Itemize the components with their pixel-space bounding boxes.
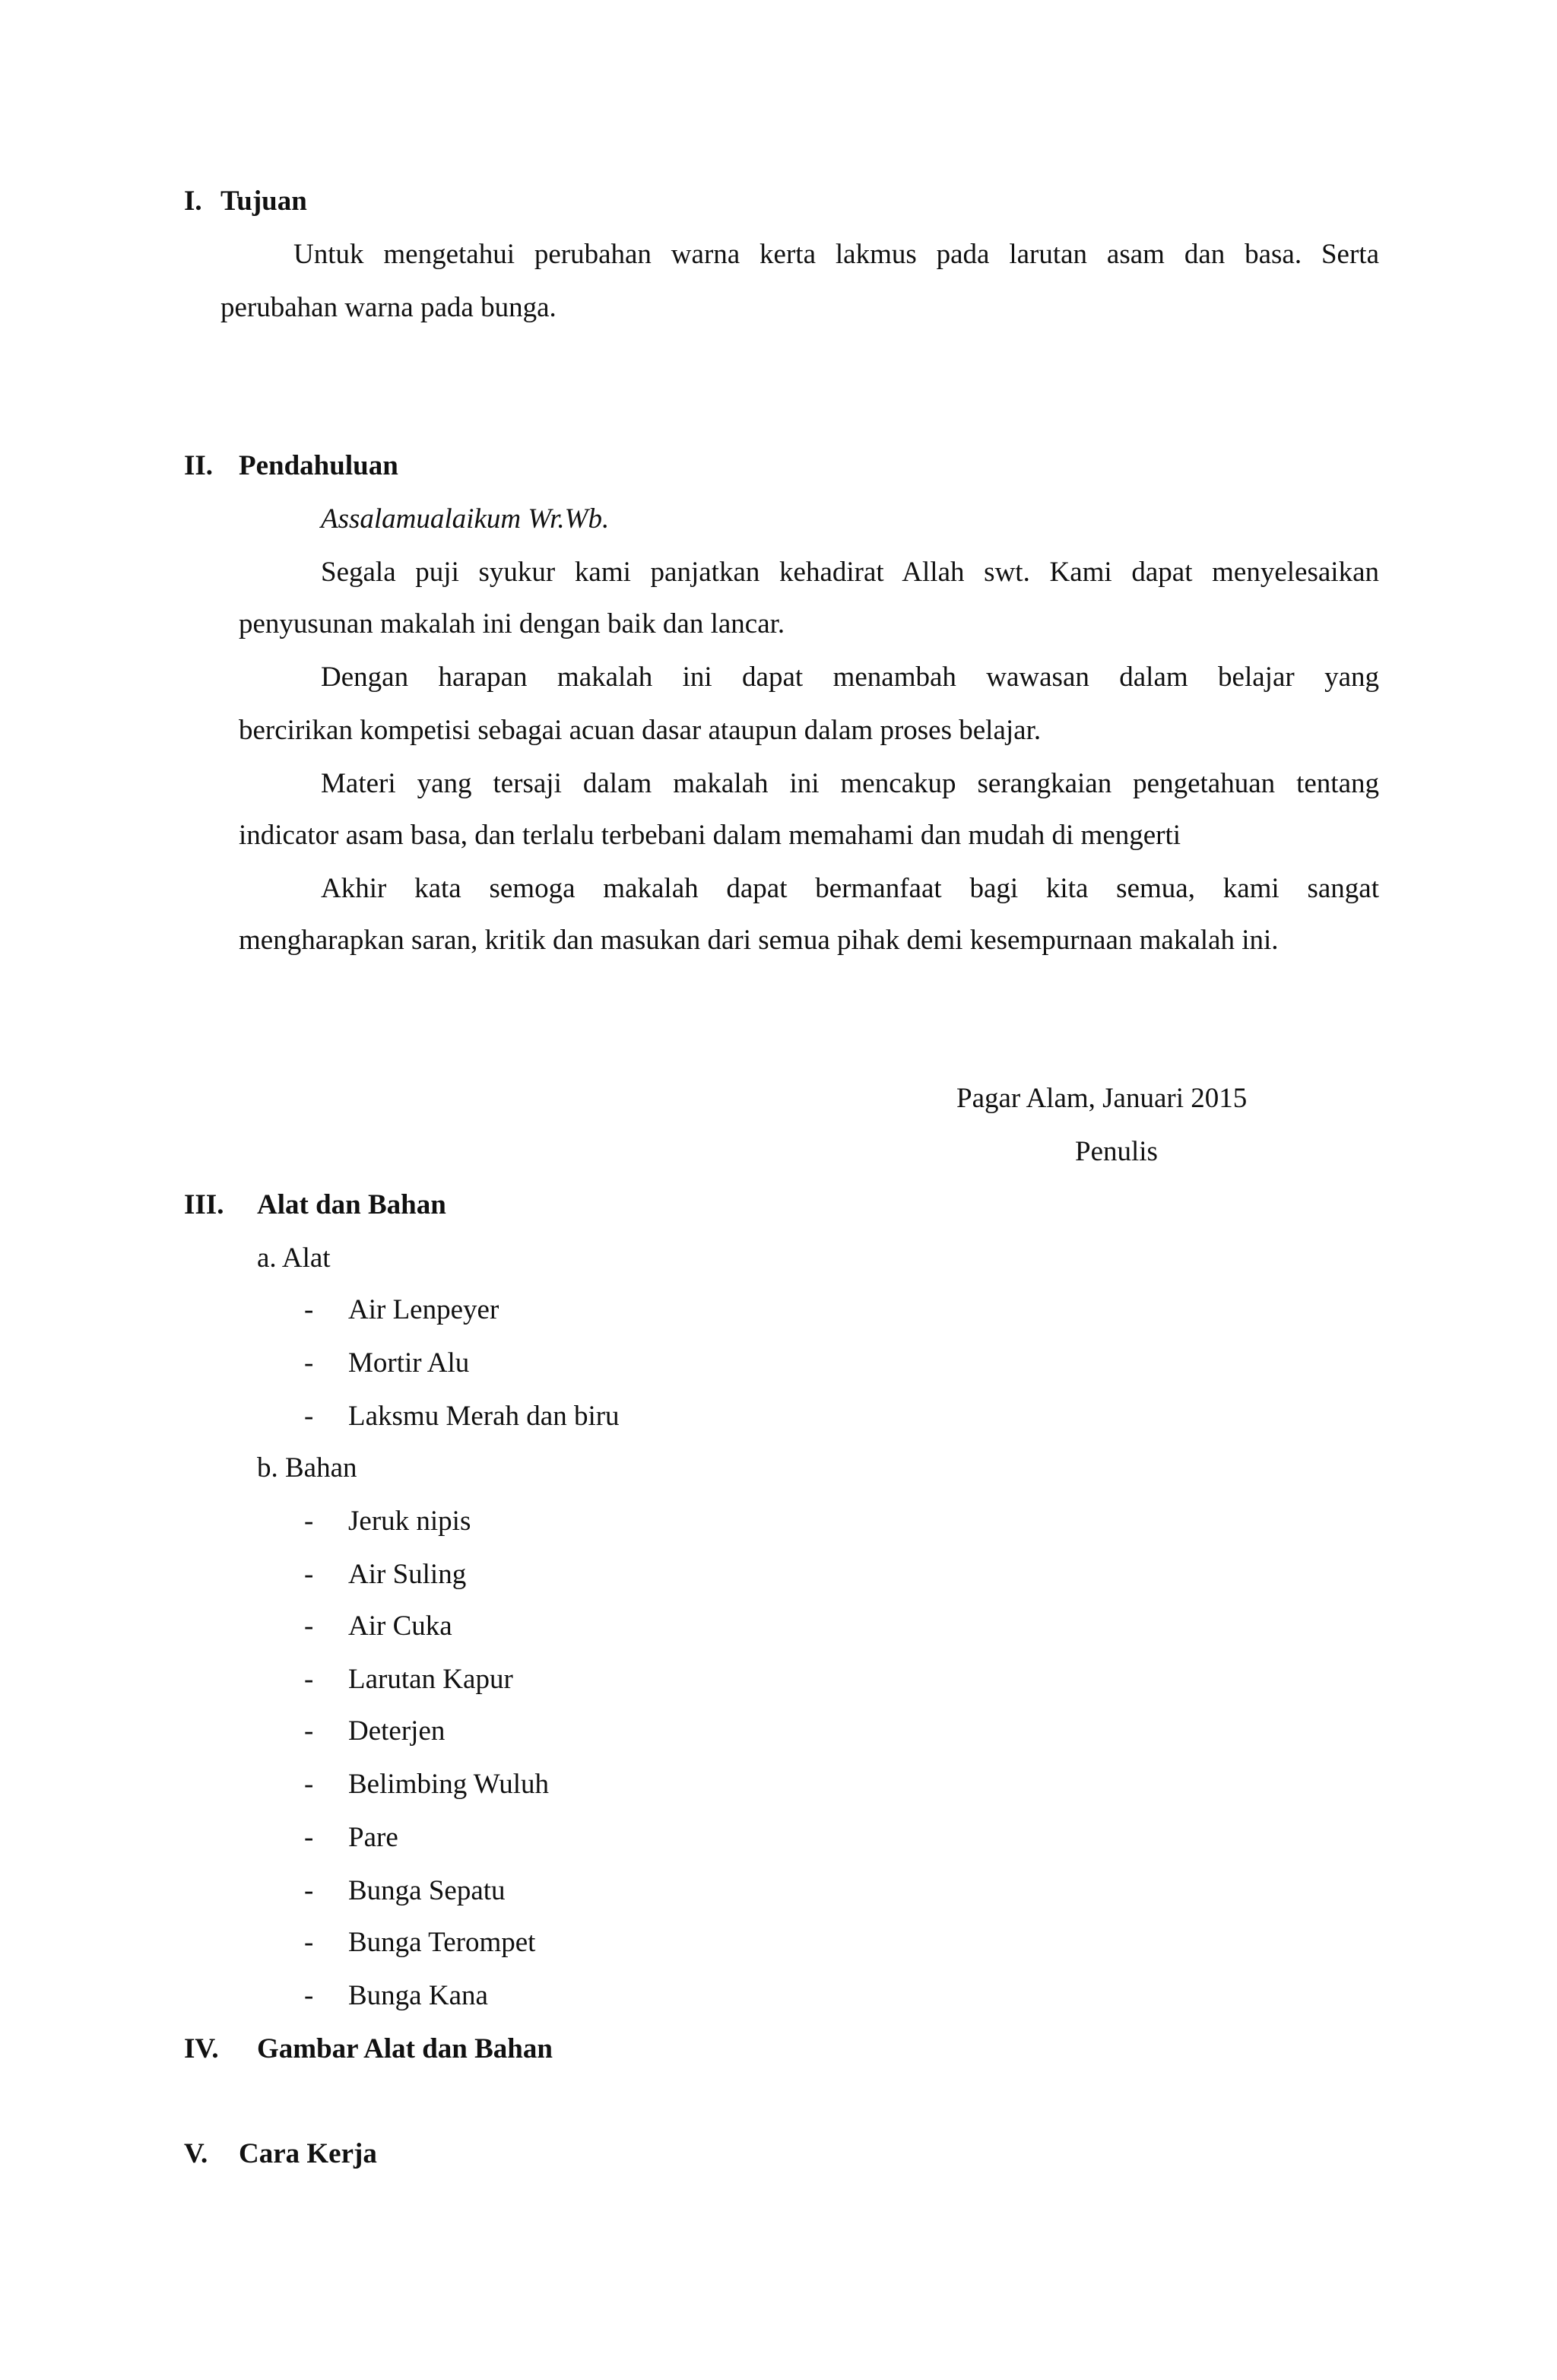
list-bullet: -	[304, 1822, 314, 1853]
list-bullet: -	[304, 1715, 314, 1747]
section-3-number: III.	[184, 1189, 224, 1220]
paragraph-2-line-1: Dengan harapan makalah ini dapat menambah wawasan dalam belajar yang	[321, 662, 1379, 693]
list-bullet: -	[304, 1980, 314, 2011]
section-4-title: Gambar Alat dan Bahan	[257, 2033, 553, 2064]
section-2-title: Pendahuluan	[239, 450, 398, 481]
list-item: Bunga Sepatu	[348, 1875, 506, 1906]
list-bullet: -	[304, 1294, 314, 1325]
paragraph-4-line-2: mengharapkan saran, kritik dan masukan dari semua pihak demi kesempurnaan makalah ini.	[239, 925, 1279, 956]
subsection-bahan: b. Bahan	[257, 1452, 357, 1484]
section-5-title: Cara Kerja	[239, 2138, 377, 2169]
list-item: Air Suling	[348, 1559, 467, 1590]
section-5-number: V.	[184, 2138, 208, 2169]
list-item: Mortir Alu	[348, 1347, 470, 1379]
paragraph-3-line-2: indicator asam basa, dan terlalu terbebani dalam memahami dan mudah di mengerti	[239, 820, 1181, 851]
list-item: Larutan Kapur	[348, 1664, 513, 1695]
section-2-number: II.	[184, 450, 214, 481]
list-item: Bunga Terompet	[348, 1927, 536, 1958]
section-1-number: I.	[184, 186, 202, 217]
list-bullet: -	[304, 1506, 314, 1537]
list-item: Pare	[348, 1822, 398, 1853]
author-signature: Penulis	[1075, 1136, 1158, 1167]
list-item: Laksmu Merah dan biru	[348, 1401, 620, 1432]
subsection-alat: a. Alat	[257, 1242, 331, 1274]
greeting: Assalamualaikum Wr.Wb.	[321, 503, 610, 535]
list-item: Belimbing Wuluh	[348, 1769, 550, 1800]
list-bullet: -	[304, 1347, 314, 1379]
paragraph-3-line-1: Materi yang tersaji dalam makalah ini mencakup serangkaian pengetahuan tentang	[321, 768, 1379, 799]
list-bullet: -	[304, 1875, 314, 1906]
section-1-paragraph-line-1: Untuk mengetahui perubahan warna kerta lakmus pada larutan asam dan basa. Serta	[293, 239, 1379, 270]
section-3-title: Alat dan Bahan	[257, 1189, 446, 1220]
list-item: Air Cuka	[348, 1610, 452, 1642]
list-bullet: -	[304, 1401, 314, 1432]
paragraph-2-line-2: bercirikan kompetisi sebagai acuan dasar ataupun dalam proses belajar.	[239, 715, 1042, 746]
paragraph-1-line-2: penyusunan makalah ini dengan baik dan lancar.	[239, 608, 785, 639]
list-bullet: -	[304, 1927, 314, 1958]
place-and-date: Pagar Alam, Januari 2015	[956, 1083, 1248, 1114]
list-item: Bunga Kana	[348, 1980, 488, 2011]
section-1-title: Tujuan	[220, 186, 307, 217]
list-item: Deterjen	[348, 1715, 446, 1747]
paragraph-1-line-1: Segala puji syukur kami panjatkan kehadirat Allah swt. Kami dapat menyelesaikan	[321, 557, 1379, 588]
list-bullet: -	[304, 1664, 314, 1695]
paragraph-4-line-1: Akhir kata semoga makalah dapat bermanfaat bagi kita semua, kami sangat	[321, 873, 1379, 904]
list-bullet: -	[304, 1559, 314, 1590]
list-item: Jeruk nipis	[348, 1506, 471, 1537]
section-1-paragraph-line-2: perubahan warna pada bunga.	[220, 292, 557, 323]
list-item: Air Lenpeyer	[348, 1294, 499, 1325]
section-4-number: IV.	[184, 2033, 219, 2064]
list-bullet: -	[304, 1610, 314, 1642]
list-bullet: -	[304, 1769, 314, 1800]
